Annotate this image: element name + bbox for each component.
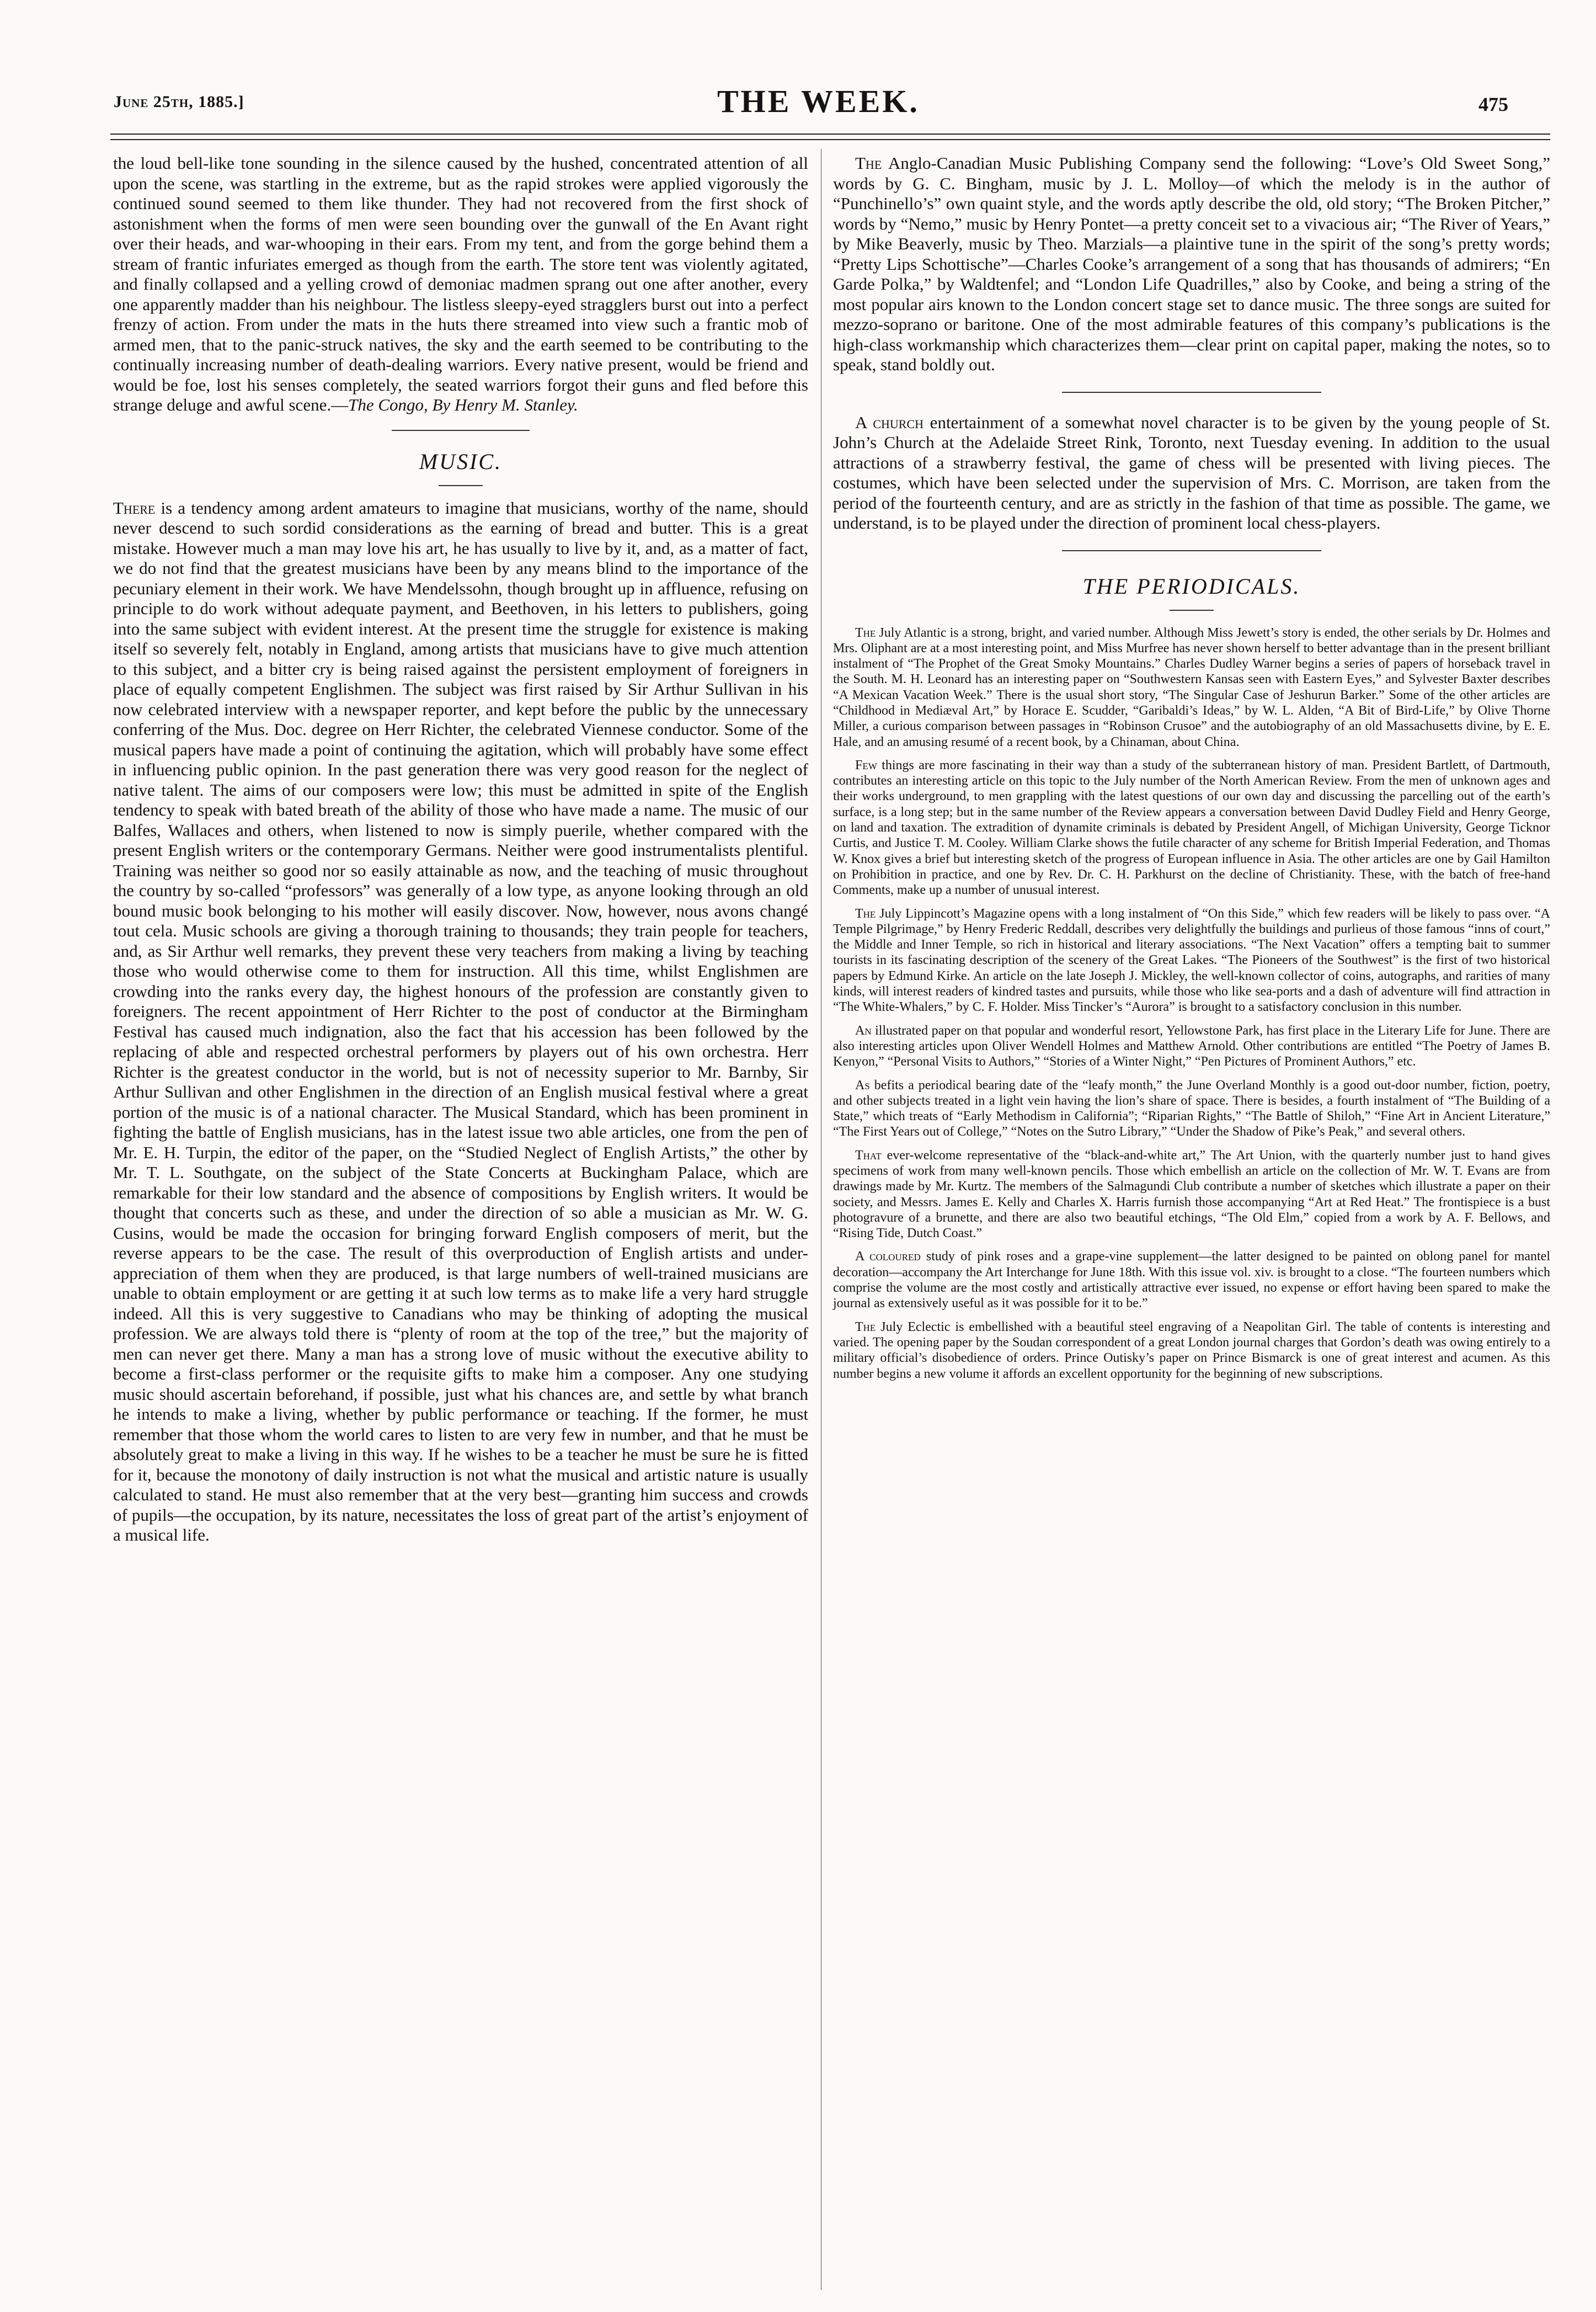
heading-underline: [439, 485, 483, 486]
music-heading: MUSIC.: [419, 449, 503, 474]
congo-credit: The Congo, By Henry M. Stanley.: [348, 395, 578, 414]
congo-excerpt: [113, 153, 808, 415]
masthead-title: THE WEEK.: [717, 83, 920, 119]
music-lead-word: There: [113, 498, 156, 518]
separator-rule: [1062, 392, 1321, 393]
periodical-review: [833, 1148, 1550, 1242]
lead-word: That: [855, 1148, 882, 1163]
lead-word: The: [855, 153, 882, 173]
periodical-review: [833, 1319, 1550, 1382]
header-rule-double: [110, 139, 1550, 140]
congo-excerpt-text: the loud bell-like tone sounding in the silence caused by the hushed, concentrated attention of all upon the scene, was startling in the extreme, but as the rapid strokes were applied vigorously the continued sound seemed to them like thunder. They had not recovered from the first shock of astonishment when the forms of men were seen bounding over the gunwall of the En Avant right over their heads, and war-whooping in their ears. From my tent, and from the gorge behind them a stream of frantic infuriates emerged as though from the earth. The store tent was violently agitated, and finally collapsed and a yelling crowd of demoniac madmen sprang out one after another, every one apparently madder than his neighbour. The listless sleepy-eyed stragglers burst out into a perfect frenzy of action. From under the mats in the huts there streamed into view such a frantic mob of armed men, that to the panic-struck natives, the sky and the earth seemed to be contributing to the continually increasing number of death-dealing warriors. Every native present, would be friend and would be foe, lost his senses completely, the seated warriors forgot their guns and fled before this strange deluge and awful scene.—: [113, 153, 808, 414]
periodical-review: [833, 1249, 1550, 1311]
review-text: befits a periodical bearing date of the “leafy month,” the June Overland Monthly is a good out-door number, fiction, poetry, and other subjects treated in a light vein having the lion’s share of space. There is besides, a fourth instalment of “The Building of a State,” which treats of “Early Methodism in California”; “Riparian Rights,” “The Battle of Shiloh,” “Fine Art in Ancient Literature,” “The First Years out of College,” “Notes on the Sutro Library,” “Under the Shadow of Pike’s Peak,” and several others.: [833, 1078, 1550, 1139]
right-column: [833, 153, 1550, 1382]
music-article-text: is a tendency among ardent amateurs to imagine that musicians, worthy of the name, should never descend to such sordid considerations as the earning of bread and butter. This is a great mistake. However much a man may love his art, he has usually to live by it, and, as a matter of fact, we do not find that the greatest musicians have been by any means blind to the importance of the pecuniary element in their work. We have Mendelssohn, though brought up in affluence, refusing on principle to do work without adequate payment, and Beethoven, in his letters to publishers, going into the same subject with evident interest. At the present time the struggle for existence is making itself so severely felt, notably in England, among artists that musicians have to give much attention to this subject, and a bitter cry is being raised against the persistent employment of foreigners in place of equally competent Englishmen. The subject was first raised by Sir Arthur Sullivan in his now celebrated interview with a newspaper reporter, and kept before the public by the unnecessary conferring of the Mus. Doc. degree on Herr Richter, the celebrated Viennese conductor. Some of the musical papers have made a point of continuing the agitation, which will probably have some effect in influencing public opinion. In the past generation there was very good reason for the neglect of native talent. The aims of our composers were low; this must be admitted in spite of the English tendency to speak with bated breath of the ability of those who have made a name. The music of our Balfes, Wallaces and others, when listened to now is simply puerile, whether compared with the present English writers or the contemporary Germans. Neither were good instrumentalists plentiful. Training was neither so good nor so easily attainable as now, and the teaching of music throughout the country by so-called “professors” was generally of a low type, as anyone looking through an old bound music book belonging to his mother will easily discover. Now, however, nous avons changé tout cela. Music schools are giving a thorough training to thousands; they train people for teachers, and, as Sir Arthur well remarks, they prevent these very teachers from making a living by teaching those who would otherwise come to them for instruction. All this time, whilst Englishmen are crowding into the ranks every day, the highest honours of the profession are constantly given to foreigners. The recent appointment of Herr Richter to the post of conductor at the Birmingham Festival has caused much indignation, also the fact that his accession has been followed by the replacing of able and respected orchestral performers by players out of his own orchestra. Herr Richter is the greatest conductor in the world, but is not of necessity superior to Mr. Barnby, Sir Arthur Sullivan and other Englishmen in the direction of an English musical festival where a great portion of the music is of a national character. The Musical Standard, which has been prominent in fighting the battle of English musicians, has in the latest issue two able articles, one from the pen of Mr. E. H. Turpin, the editor of the paper, on the “Studied Neglect of English Artists,” the other by Mr. T. L. Southgate, on the subject of the State Concerts at Buckingham Palace, which are remarkable for their low standard and the absence of compositions by English writers. It would be thought that concerts such as these, and under the direction of so able a musician as Mr. W. G. Cusins, would be made the occasion for bringing forward English composers of merit, but the reverse appears to be the case. The result of this overproduction of English artists and under-appreciation of them when they are produced, is that large numbers of well-trained musicians are unable to obtain employment or are getting it at such low terms as to make life a very hard struggle indeed. All this is very suggestive to Canadians who may be thinking of adopting the musical profession. We are always told there is “plenty of room at the top of the tree,” but the majority of men can never get there. Many a man has a strong love of music without the executive ability to become a first-class performer or the requisite gifts to make him a composer. Any one studying music should ascertain beforehand, if possible, just what his chances are, and settle by what branch he intends to make a living, whether by public performance or teaching. If the former, he must remember that those whom the world cares to listen to are very few in number, and that he must be absolutely great to make a living in this way. If he wishes to be a teacher he must be sure he is fitted for it, because the monotony of daily instruction is not what the musical and artistic nature is usually calculated to stand. He must also remember that at the very best—granting him success and crowds of pupils—the occupation, by its nature, necessitates the loss of great part of the artist’s enjoyment of a musical life.: [113, 498, 808, 1544]
lead-word: The: [855, 906, 876, 921]
church-notice: [833, 413, 1550, 534]
periodical-review: [833, 1023, 1550, 1070]
review-text: July Lippincott’s Magazine opens with a long instalment of “On this Side,” which few readers will be likely to pass over. “A Temple Pilgrimage,” by Henry Frederic Reddall, describes very delightfully the buildings and purlieus of those famous “inns of court,” the Middle and Inner Temple, so rich in historical and literary associations. “The Next Vacation” offers a tempting bait to summer tourists in its fascinating description of the scenery of the Great Lakes. “The Pioneers of the Southwest” is the first of two historical papers by Edmund Kirke. An article on the late Joseph J. Mickley, the well-known collector of coins, autographs, and rarities of many kinds, will interest readers of kindred tastes and pursuits, while those who like sea-ports and a dash of adventure will find attraction in “The White-Whalers,” by C. F. Holder. Miss Tincker’s “Aurora” is brought to a satisfactory conclusion in this number.: [833, 906, 1550, 1015]
separator-rule: [392, 430, 530, 431]
lead-word: An: [855, 1023, 872, 1038]
periodical-review: [833, 758, 1550, 898]
lead-word: Few: [855, 758, 877, 773]
review-text: July Eclectic is embellished with a beautiful steel engraving of a Neapolitan Girl. The table of contents is interesting and varied. The opening paper by the Soudan correspondent of a great London journal charges that Gordon’s death was owing entirely to a military official’s disobedience of orders. Prince Outisky’s paper on Prince Bismarck is one of great interest and acumen. As this number begins a new volume it affords an excellent opportunity for the beginning of new subscriptions.: [833, 1319, 1550, 1381]
lead-word: The: [855, 625, 876, 640]
lead-word: As: [855, 1078, 870, 1093]
page-number: 475: [1478, 93, 1508, 115]
lead-word: A coloured: [855, 1249, 921, 1264]
review-text: study of pink roses and a grape-vine supplement—the latter designed to be painted on oblong panel for mantel decoration—accompany the Art Interchange for June 18th. With this issue vol. xiv. is brought to a close. “The fourteen numbers which comprise the volume are the most costly and artistically attractive ever issued, no expense or effort having been spared to make the journal as extensively useful as it was possible for it to be.”: [833, 1249, 1551, 1311]
separator-rule: [1062, 550, 1321, 551]
heading-underline: [1170, 610, 1214, 611]
review-text: ever-welcome representative of the “black-and-white art,” The Art Union, with the quarterly number just to hand gives specimens of work from many well-known pencils. Those which embellish an article on the collection of Mr. W. T. Evans are from drawings made by Mr. Kurtz. The members of the Salmagundi Club contribute a number of sketches which illustrate a paper on their society, and Messrs. James E. Kelly and Charles X. Harris furnish those accompanying “Art at Red Heat.” The frontispiece is a bust photogravure of a brunette, and there are also two beautiful etchings, “The Old Elm,” copied from a work by A. F. Bellows, and “Rising Tide, Dutch Coast.”: [833, 1148, 1550, 1241]
periodical-review: [833, 625, 1550, 750]
left-column: [113, 153, 808, 1546]
periodical-review: [833, 906, 1550, 1015]
music-article: [113, 498, 808, 1546]
anglo-canadian-notice: [833, 153, 1550, 375]
lead-word: The: [855, 1319, 876, 1334]
review-text: things are more fascinating in their way than a study of the subterranean history of man. President Bartlett, of Dartmouth, contributes an interesting article on this topic to the July number of the North American Review. From the men of unknown ages and their works underground, to men grappling with the latest questions of our own day and discussing the parcelling out of the earth’s surface, is a long step; but in the same number of the Review appears a conversation between David Dudley Field and Henry George, on land and taxation. The extradition of dynamite criminals is debated by President Angell, of Michigan University, George Ticknor Curtis, and Justice T. M. Cooley. William Clarke shows the futile character of any scheme for British Imperial Federation, and Thomas W. Knox gives a brief but interesting sketch of the progress of European influence in Asia. The other articles are one by Gail Hamilton on Prohibition in practice, and one by Rev. Dr. C. H. Parkhurst on the decline of Christianity. These, with the batch of free-hand Comments, make up a number of unusual interest.: [833, 758, 1550, 898]
notice-text: entertainment of a somewhat novel character is to be given by the young people of St. John’s Church at the Adelaide Street Rink, Toronto, next Tuesday evening. In addition to the usual attractions of a strawberry festival, the game of chess will be presented with living pieces. The costumes, which have been selected under the supervision of Mrs. C. Morrison, are taken from the period of the fourteenth century, and are as strictly in the fashion of that time as possible. The game, we understand, is to be played under the direction of prominent local chess-players.: [833, 412, 1550, 532]
lead-word: A church: [855, 412, 924, 432]
review-text: July Atlantic is a strong, bright, and varied number. Although Miss Jewett’s story is ended, the other serials by Dr. Holmes and Mrs. Oliphant are at a most interesting point, and Miss Murfree has never shown herself to better advantage than in the present brilliant instalment of “The Prophet of the Great Smoky Mountains.” Charles Dudley Warner begins a series of papers of horseback travel in the South. M. H. Leonard has an interesting paper on “Southwestern Kansas seen with Eastern Eyes,” and Sylvester Baxter describes “A Mexican Vacation Week.” There is the usual short story, “The Singular Case of Jeshurun Barker.” Some of the other articles are “Childhood in Mediæval Art,” by Horace E. Scudder, “Garibaldi’s Ideas,” by W. L. Alden, “A Bit of Bird-Life,” by Olive Thorne Miller, a curious comparison between passages in “Robinson Crusoe” and the autobiography of an old Massachusetts divine, by E. E. Hale, and an amusing resumé of a recent book, by a Chinaman, about China.: [833, 625, 1550, 749]
review-text: illustrated paper on that popular and wonderful resort, Yellowstone Park, has first place in the Literary Life for June. There are also interesting articles upon Oliver Wendell Holmes and Matthew Arnold. Other contributions are entitled “The Poetry of James B. Kenyon,” “Personal Visits to Authors,” “Stories of a Winter Night,” “Pen Pictures of Prominent Authors,” etc.: [833, 1023, 1550, 1069]
issue-date: June 25th, 1885.]: [114, 93, 244, 111]
periodical-review: [833, 1078, 1550, 1140]
periodicals-heading: THE PERIODICALS.: [1082, 573, 1301, 599]
header-rule: [110, 134, 1550, 135]
notice-text: Anglo-Canadian Music Publishing Company send the following: “Love’s Old Sweet Song,” words by G. C. Bingham, music by J. L. Molloy—of which the melody is in the author of “Punchinello’s” own quaint style, and the words aptly describe the old, old story; “The Broken Pitcher,” words by “Nemo,” music by Henry Pontet—a pretty conceit set to a vivacious air; “The River of Years,” by Mike Beaverly, music by Theo. Marzials—a plaintive tune in the spirit of the song’s pretty words; “Pretty Lips Schottische”—Charles Cooke’s arrangement of a song that has thousands of admirers; “En Garde Polka,” by Waldtenfel; and “London Life Quadrilles,” also by Cooke, and being a string of the most popular airs known to the London concert stage set to dance music. The three songs are suited for mezzo-soprano or baritone. One of the most admirable features of this company’s publications is the high-class workmanship which characterizes them—clear print on capital paper, making the notes, so to speak, stand boldly out.: [833, 153, 1550, 374]
